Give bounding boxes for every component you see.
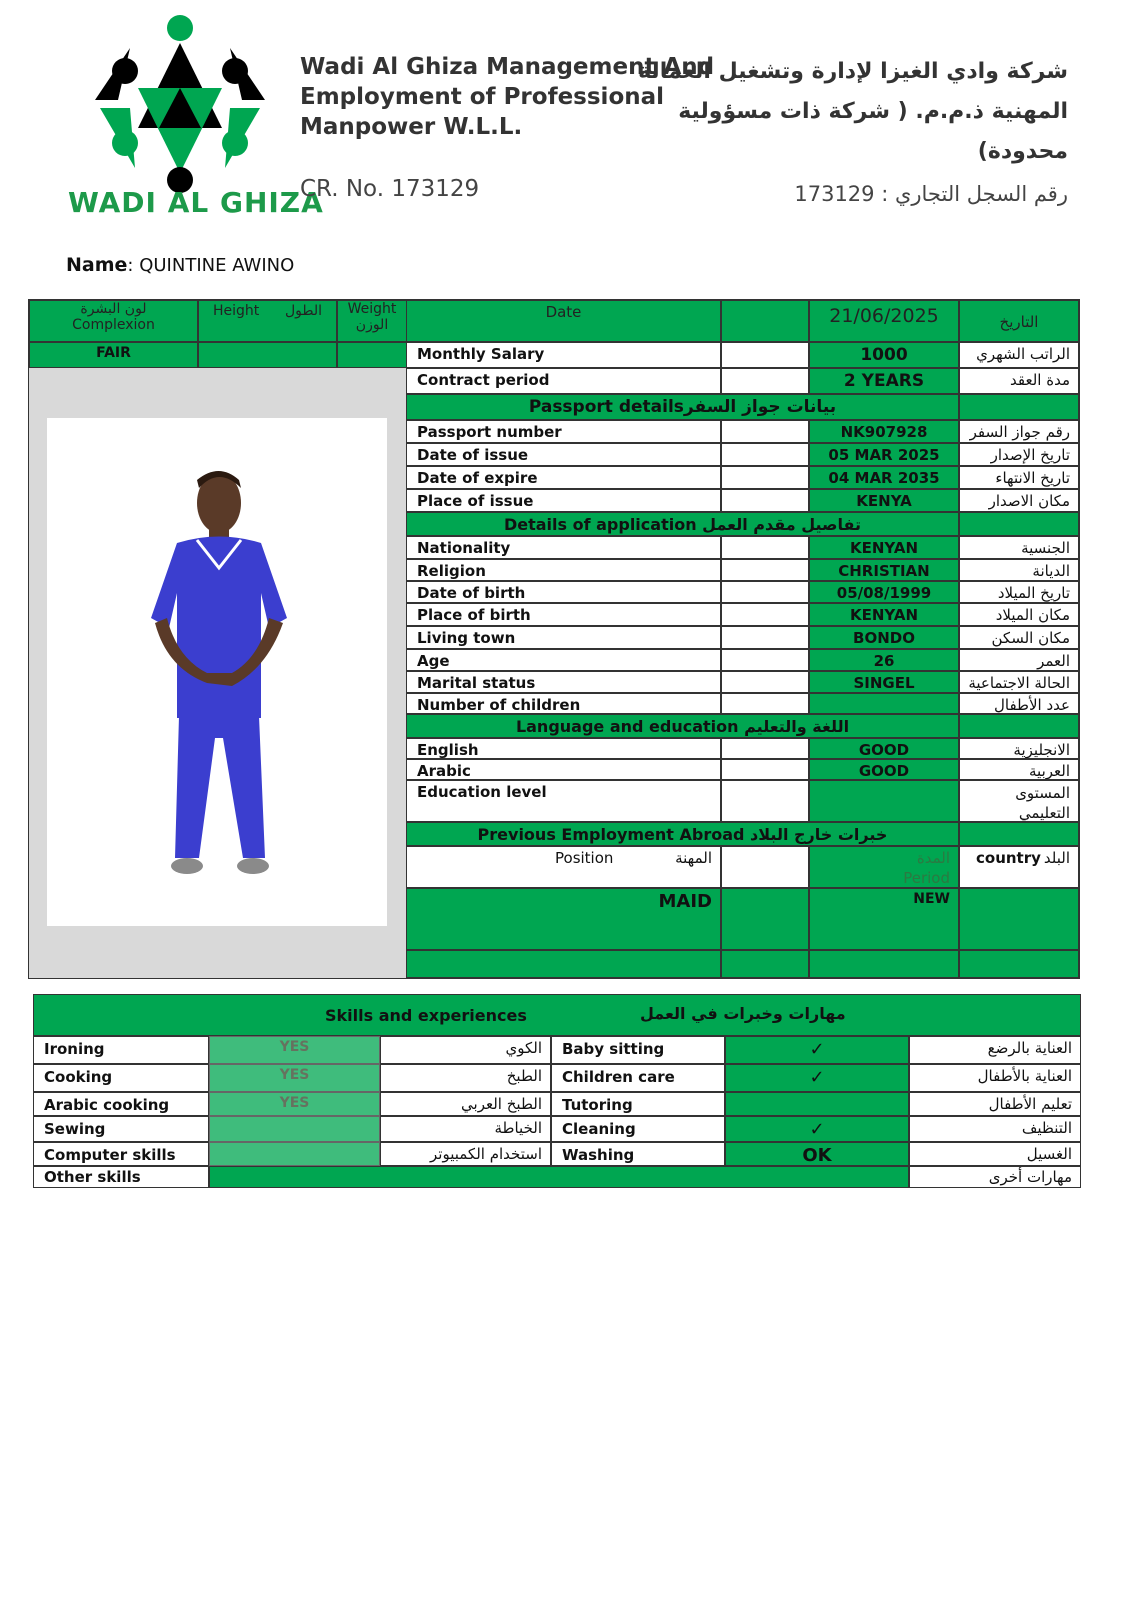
- employment-section-ar: خبرات خارج البلاد: [750, 825, 888, 844]
- passport-row-ar: تاريخ الإصدار: [959, 443, 1079, 466]
- application-section-side: [959, 512, 1079, 536]
- skill-left-label: Ironing: [33, 1036, 209, 1064]
- skill-left-ar: الطبخ العربي: [380, 1092, 551, 1116]
- application-row-ar: الحالة الاجتماعية: [959, 671, 1079, 693]
- language-row-label: Arabic: [406, 759, 721, 780]
- language-section-ar: اللغة والتعليم: [744, 717, 850, 736]
- skill-right-label: Children care: [551, 1064, 725, 1092]
- skill-left-ar: استخدام الكمبيوتر: [380, 1142, 551, 1166]
- application-row-ar: مكان الميلاد: [959, 603, 1079, 626]
- skill-right-ar: العناية بالرضع: [909, 1036, 1081, 1064]
- application-section-en: Details of application: [503, 515, 697, 534]
- employment-row-2-b: [721, 950, 809, 978]
- passport-row-ar: مكان الاصدار: [959, 489, 1079, 512]
- passport-row-blank: [721, 489, 809, 512]
- skills-header-en: Skills and experiences: [325, 1006, 527, 1025]
- passport-row-label: Place of issue: [406, 489, 721, 512]
- skill-right-value: ✓: [725, 1064, 909, 1092]
- position-header-en: Position: [555, 849, 614, 867]
- employment-period-value: NEW: [913, 891, 950, 907]
- application-row-label: Number of children: [406, 693, 721, 714]
- salary-blank: [721, 342, 809, 368]
- country-header-ar: البلد: [1043, 849, 1070, 867]
- passport-row-value: KENYA: [809, 489, 959, 512]
- weight-value: [337, 342, 407, 368]
- education-ar-line-2: التعليمي: [1018, 804, 1070, 822]
- language-section-en: Language and education: [515, 717, 739, 736]
- employment-country: [959, 888, 1079, 950]
- language-row-blank: [721, 759, 809, 780]
- company-name-ar-line-2: المهنية ذ.م.م. ( شركة ذات مسؤولية: [678, 99, 1068, 124]
- skill-left-value: [209, 1142, 380, 1166]
- cr-number: CR. No. 173129: [300, 176, 480, 202]
- language-row-ar: العربية: [959, 759, 1079, 780]
- skill-left-ar: الطبخ: [380, 1064, 551, 1092]
- name-label: Name: [66, 254, 128, 276]
- application-row-value: KENYAN: [809, 536, 959, 559]
- skill-left-label: Arabic cooking: [33, 1092, 209, 1116]
- complexion-header: [29, 300, 198, 342]
- passport-row-value: 05 MAR 2025: [809, 443, 959, 466]
- application-row-blank: [721, 626, 809, 649]
- application-row-label: Living town: [406, 626, 721, 649]
- candidate-photo: [47, 418, 387, 926]
- person-photo-icon: [47, 418, 387, 926]
- date-label: Date: [545, 303, 582, 321]
- period-header-en: Period: [903, 869, 950, 887]
- application-section-ar: تفاصيل مقدم العمل: [702, 515, 862, 534]
- passport-section-ar: بيانات جواز السفر: [683, 397, 837, 417]
- date-value: 21/06/2025: [829, 305, 939, 327]
- skill-right-value: [725, 1092, 909, 1116]
- skill-right-label: Baby sitting: [551, 1036, 725, 1064]
- employment-section-header: [406, 822, 959, 846]
- skill-left-label: Computer skills: [33, 1142, 209, 1166]
- employment-position-value: MAID: [658, 891, 712, 912]
- passport-row-ar: رقم جواز السفر: [959, 420, 1079, 443]
- passport-row-ar: تاريخ الانتهاء: [959, 466, 1079, 489]
- employment-blank-1: [721, 888, 809, 950]
- skill-right-label: Tutoring: [551, 1092, 725, 1116]
- education-ar-line-1: المستوى: [1015, 784, 1070, 802]
- company-name-ar: [638, 52, 1068, 172]
- language-row-label: English: [406, 738, 721, 759]
- application-row-ar: مكان السكن: [959, 626, 1079, 649]
- contract-ar: مدة العقد: [959, 368, 1079, 394]
- education-blank: [721, 780, 809, 822]
- skill-left-label: Cooking: [33, 1064, 209, 1092]
- cr-number-ar: رقم السجل التجاري : 173129: [794, 182, 1068, 206]
- application-row-blank: [721, 649, 809, 671]
- date-blank-cell: [721, 300, 809, 342]
- application-row-ar: الديانة: [959, 559, 1079, 581]
- date-ar-cell: [959, 300, 1079, 342]
- position-header-ar: المهنة: [675, 849, 712, 867]
- height-header-ar: الطول: [284, 303, 322, 319]
- language-row-blank: [721, 738, 809, 759]
- employment-row-2-d: [959, 950, 1079, 978]
- date-label-cell: [406, 300, 721, 342]
- contract-label: Contract period: [406, 368, 721, 394]
- passport-row-value: NK907928: [809, 420, 959, 443]
- passport-section-en: Passport details: [528, 397, 684, 417]
- application-row-ar: العمر: [959, 649, 1079, 671]
- skill-left-value: YES: [209, 1064, 380, 1092]
- skills-header: [33, 994, 1081, 1036]
- passport-section-side: [959, 394, 1079, 420]
- period-header-ar: المدة: [916, 849, 950, 867]
- language-row-value: GOOD: [809, 738, 959, 759]
- skill-right-value: ✓: [725, 1116, 909, 1142]
- application-row-ar: الجنسية: [959, 536, 1079, 559]
- company-name-ar-line-3: محدودة): [977, 139, 1068, 164]
- employment-section-side: [959, 822, 1079, 846]
- skill-left-value: YES: [209, 1036, 380, 1064]
- application-row-blank: [721, 536, 809, 559]
- application-row-value: CHRISTIAN: [809, 559, 959, 581]
- country-header: [959, 846, 1079, 888]
- name-value: : QUINTINE AWINO: [127, 255, 295, 276]
- salary-ar: الراتب الشهري: [959, 342, 1079, 368]
- passport-row-label: Passport number: [406, 420, 721, 443]
- weight-header-ar: الوزن: [355, 317, 389, 333]
- skill-right-label: Cleaning: [551, 1116, 725, 1142]
- education-value: [809, 780, 959, 822]
- position-header: [406, 846, 721, 888]
- passport-row-blank: [721, 443, 809, 466]
- application-row-value: SINGEL: [809, 671, 959, 693]
- application-row-label: Place of birth: [406, 603, 721, 626]
- skill-right-value: ✓: [725, 1036, 909, 1064]
- height-header-en: Height: [213, 303, 260, 319]
- skill-right-ar: الغسيل: [909, 1142, 1081, 1166]
- height-header: [198, 300, 337, 342]
- skill-left-ar: الكوي: [380, 1036, 551, 1064]
- skills-header-ar: مهارات وخبرات في العمل: [640, 1004, 846, 1023]
- application-row-label: Religion: [406, 559, 721, 581]
- contract-value: 2 YEARS: [809, 368, 959, 394]
- company-name-line-2: Employment of Professional: [300, 84, 665, 110]
- skill-left-value: YES: [209, 1092, 380, 1116]
- candidate-name: [66, 254, 294, 276]
- skill-right-ar: العناية بالأطفال: [909, 1064, 1081, 1092]
- other-skills-label: Other skills: [33, 1166, 209, 1188]
- application-row-label: Marital status: [406, 671, 721, 693]
- company-name-line-1: Wadi Al Ghiza Management And: [300, 54, 715, 80]
- complexion-header-en: Complexion: [72, 317, 155, 333]
- application-row-value: 26: [809, 649, 959, 671]
- application-row-value: 05/08/1999: [809, 581, 959, 603]
- period-header: [809, 846, 959, 888]
- date-value-cell: [809, 300, 959, 342]
- employment-period: [809, 888, 959, 950]
- passport-section-header: [406, 394, 959, 420]
- application-row-label: Nationality: [406, 536, 721, 559]
- language-row-ar: الانجليزية: [959, 738, 1079, 759]
- language-section-side: [959, 714, 1079, 738]
- application-row-blank: [721, 581, 809, 603]
- passport-row-blank: [721, 420, 809, 443]
- employment-section-en: Previous Employment Abroad: [477, 825, 745, 844]
- education-label: Education level: [406, 780, 721, 822]
- application-row-label: Date of birth: [406, 581, 721, 603]
- application-row-blank: [721, 693, 809, 714]
- employment-position: [406, 888, 721, 950]
- other-skills-value: [209, 1166, 909, 1188]
- application-section-header: [406, 512, 959, 536]
- salary-label: Monthly Salary: [406, 342, 721, 368]
- employment-header-blank: [721, 846, 809, 888]
- skill-right-ar: تعليم الأطفال: [909, 1092, 1081, 1116]
- complexion-header-ar: لون البشرة: [80, 301, 147, 317]
- salary-value: 1000: [809, 342, 959, 368]
- skill-right-label: Washing: [551, 1142, 725, 1166]
- height-value: [198, 342, 337, 368]
- employment-row-2-c: [809, 950, 959, 978]
- skill-left-label: Sewing: [33, 1116, 209, 1142]
- skill-right-value: OK: [725, 1142, 909, 1166]
- application-row-label: Age: [406, 649, 721, 671]
- company-name-line-3: Manpower W.L.L.: [300, 114, 523, 140]
- complexion-value: FAIR: [29, 342, 198, 368]
- other-skills-ar: مهارات أخرى: [909, 1166, 1081, 1188]
- country-header-en: country: [976, 849, 1041, 867]
- skill-right-ar: التنظيف: [909, 1116, 1081, 1142]
- passport-row-label: Date of expire: [406, 466, 721, 489]
- weight-header: [337, 300, 407, 342]
- passport-row-value: 04 MAR 2035: [809, 466, 959, 489]
- skill-left-value: [209, 1116, 380, 1142]
- application-row-blank: [721, 603, 809, 626]
- application-row-blank: [721, 559, 809, 581]
- employment-row-2-a: [406, 950, 721, 978]
- application-row-value: [809, 693, 959, 714]
- application-row-ar: تاريخ الميلاد: [959, 581, 1079, 603]
- passport-row-label: Date of issue: [406, 443, 721, 466]
- application-row-value: KENYAN: [809, 603, 959, 626]
- application-row-blank: [721, 671, 809, 693]
- education-ar: [959, 780, 1079, 822]
- passport-row-blank: [721, 466, 809, 489]
- company-name-ar-line-1: شركة وادي الغيزا لإدارة وتشغيل العمالة: [638, 59, 1068, 84]
- date-ar: التاريخ: [999, 313, 1039, 331]
- application-row-ar: عدد الأطفال: [959, 693, 1079, 714]
- language-section-header: [406, 714, 959, 738]
- skill-left-ar: الخياطة: [380, 1116, 551, 1142]
- weight-header-en: Weight: [347, 301, 397, 317]
- application-row-value: BONDO: [809, 626, 959, 649]
- contract-blank: [721, 368, 809, 394]
- language-row-value: GOOD: [809, 759, 959, 780]
- logo-text: WADI AL GHIZA: [68, 186, 324, 219]
